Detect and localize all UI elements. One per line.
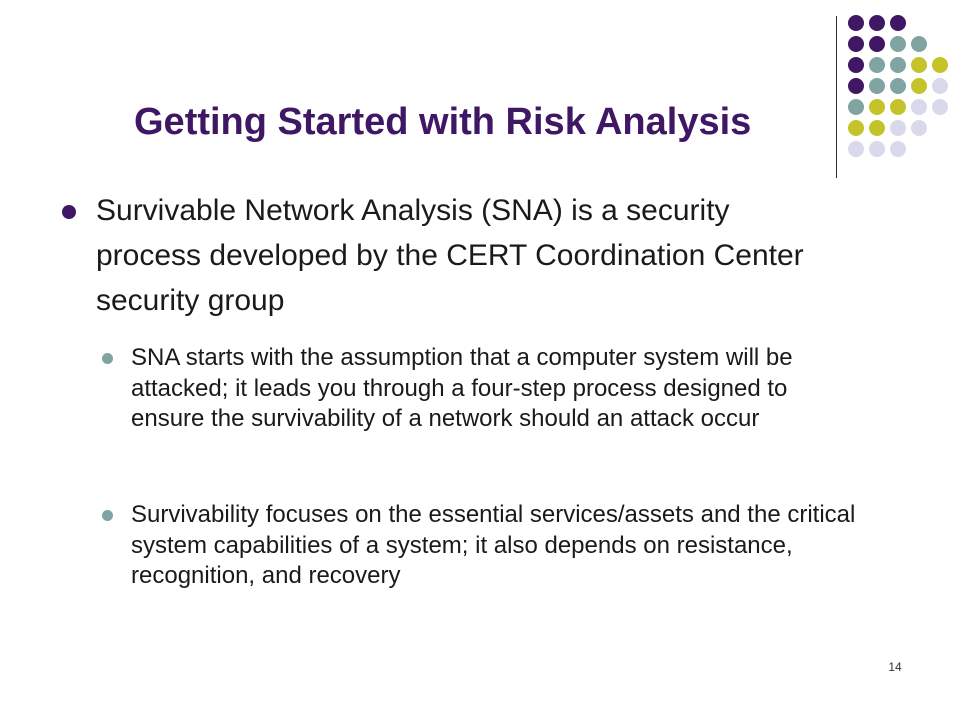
- decorative-dot: [848, 78, 864, 94]
- sub-bullet-2: [102, 500, 862, 592]
- decorative-dot: [848, 120, 864, 136]
- decorative-dot: [932, 57, 948, 73]
- decorative-dot: [869, 99, 885, 115]
- sub-bullet-text: SNA starts with the assumption that a computer system will be attacked; it leads you through a four-step process designed to ensure the survivability of a network should an attack occur: [131, 344, 793, 432]
- decorative-dot: [869, 57, 885, 73]
- decorative-dot: [869, 15, 885, 31]
- decorative-dot: [932, 78, 948, 94]
- decorative-dot: [848, 141, 864, 157]
- decorative-dot: [911, 57, 927, 73]
- decorative-dot: [848, 99, 864, 115]
- decorative-dot: [848, 15, 864, 31]
- bullet-dot-icon: [102, 353, 113, 364]
- decorative-dot: [869, 36, 885, 52]
- decorative-dot: [911, 99, 927, 115]
- decorative-dot: [869, 78, 885, 94]
- decorative-dot: [911, 120, 927, 136]
- decorative-dot: [869, 120, 885, 136]
- decorative-dot: [890, 99, 906, 115]
- decorative-dot: [890, 141, 906, 157]
- main-bullet-text: Survivable Network Analysis (SNA) is a security process developed by the CERT Coordination Center security group: [96, 194, 804, 317]
- decorative-dot: [890, 78, 906, 94]
- decorative-dot: [869, 141, 885, 157]
- slide-title: Getting Started with Risk Analysis: [134, 101, 752, 143]
- decorative-dot: [890, 15, 906, 31]
- vertical-divider-line: [836, 16, 837, 178]
- sub-bullet-text: Survivability focuses on the essential services/assets and the critical system capabilities of a system; it also depends on resistance, recognition, and recovery: [131, 501, 856, 589]
- bullet-dot-icon: [102, 510, 113, 521]
- decorative-dot: [932, 99, 948, 115]
- decorative-dot: [890, 36, 906, 52]
- main-bullet: [62, 188, 822, 323]
- decorative-dot: [911, 36, 927, 52]
- bullet-dot-icon: [62, 205, 76, 219]
- page-number: 14: [888, 660, 902, 674]
- decorative-dot: [890, 57, 906, 73]
- sub-bullet-1: [102, 343, 862, 435]
- decorative-dot: [890, 120, 906, 136]
- decorative-dot: [848, 57, 864, 73]
- decorative-dot: [848, 36, 864, 52]
- decorative-dot: [911, 78, 927, 94]
